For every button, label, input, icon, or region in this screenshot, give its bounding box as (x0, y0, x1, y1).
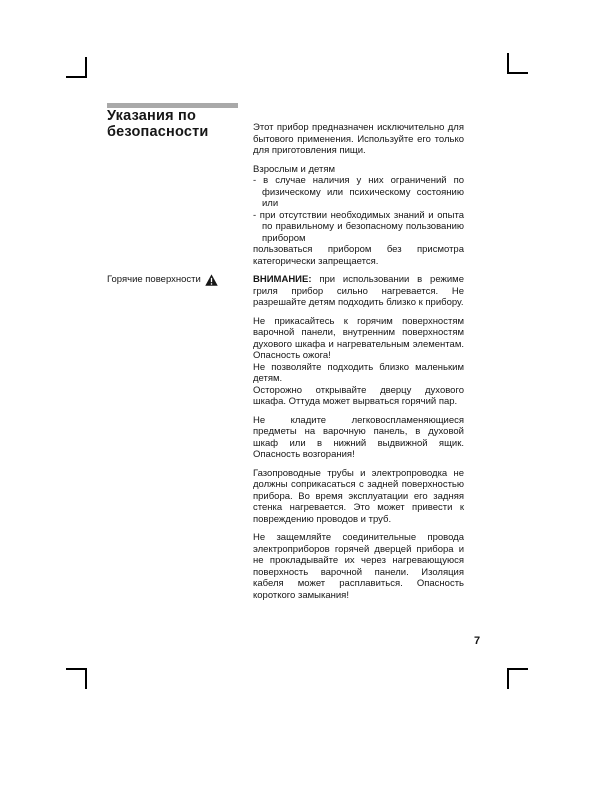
crop-mark-bottom-right (507, 668, 528, 689)
page-number: 7 (474, 635, 481, 647)
paragraph-adults-children (253, 164, 464, 268)
paragraph-flammable: Не кладите легковоспламеняющиеся предметы на варочную панель, в духовой шкаф или в нижний выдвижной ящик. Опасность возгорания! (253, 414, 464, 460)
bullet-item: - в случае наличия у них ограничений по физическому или психическому состоянию или (253, 175, 464, 209)
paragraph-hot-surfaces (253, 316, 464, 408)
paragraph-cables: Не защемляйте соединительные провода электроприборов горячей дверцей прибора и не прокладывайте их через нагревающуюся поверхность варочной панели. Изоляция кабеля может расплавиться. Опасность короткого замыкания! (253, 532, 464, 601)
crop-mark-top-left (66, 57, 87, 78)
paragraph-pipes: Газопроводные трубы и электропроводка не должны соприкасаться с задней поверхностью прибора. Во время эксплуатации его задняя стенка нагревается. Это может привести к повреждению проводов и труб. (253, 467, 464, 525)
warning-icon (205, 274, 218, 286)
bullet-item: - при отсутствии необходимых знаний и опыта по правильному и безопасному пользованию прибором (253, 209, 464, 244)
crop-mark-top-right (507, 53, 528, 74)
warning-text: при использовании в режиме гриля прибор сильно нагревается. Не разрешайте детям подходить близко к прибору. (253, 274, 464, 308)
adults-outro-line: пользоваться прибором без присмотра категорически запрещается. (253, 244, 464, 267)
adults-intro-line: Взрослым и детям (253, 163, 336, 175)
warning-prefix: ВНИМАНИЕ: (253, 274, 312, 285)
margin-label-text: Горячие поверхности (107, 274, 201, 286)
hot-surfaces-line: Не прикасайтесь к горячим поверхностям варочной панели, внутренним поверхностям духового шкафа и нагревательным элементам. Опасность ожога! (253, 315, 464, 361)
page-title: Указания по безопасности (107, 108, 209, 140)
paragraph-intro: Этот прибор предназначен исключительно для бытового применения. Используйте его только для приготовления пищи. (253, 122, 464, 156)
paragraph-warning (107, 274, 464, 309)
hot-surfaces-line: Не позволяйте подходить близко маленьким детям. (253, 361, 464, 384)
margin-label-hot-surfaces (107, 274, 249, 286)
hot-surfaces-line: Осторожно открывайте дверцу духового шкафа. Оттуда может вырваться горячий пар. (253, 384, 464, 407)
crop-mark-bottom-left (66, 668, 87, 689)
